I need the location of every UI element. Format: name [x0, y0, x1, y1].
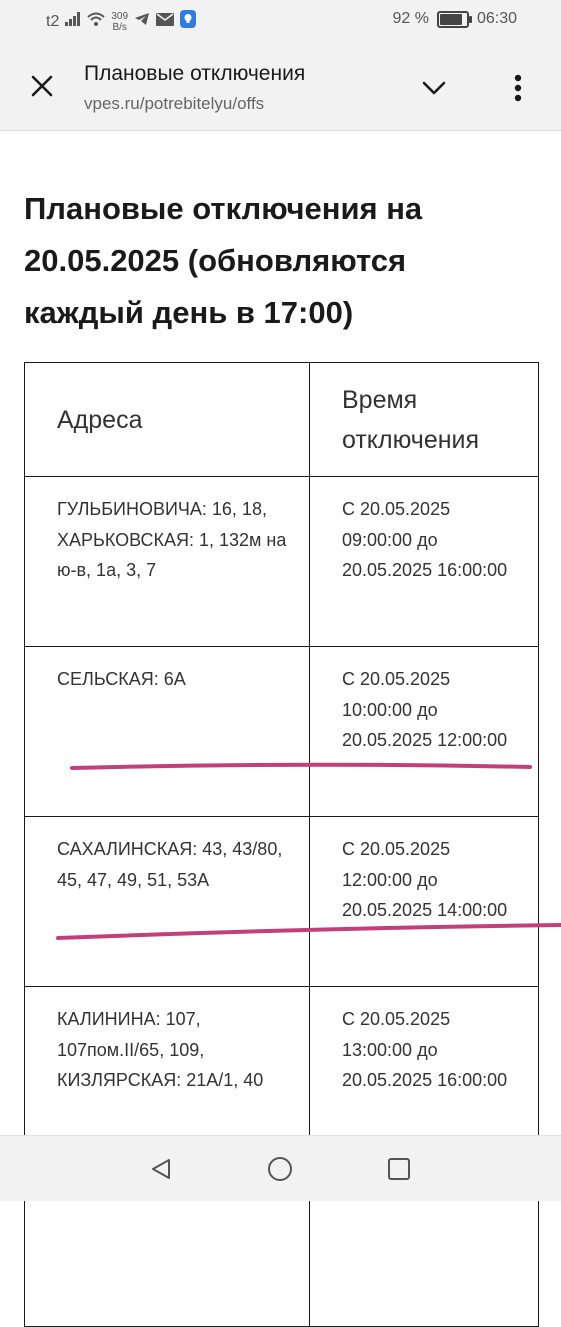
recents-icon: [387, 1157, 411, 1181]
back-button[interactable]: [146, 1154, 176, 1184]
table-row: [25, 477, 539, 647]
status-left: [46, 10, 196, 33]
table-header-row: [25, 363, 539, 477]
web-content[interactable]: [0, 131, 561, 1135]
table-row: [25, 647, 539, 817]
back-icon: [149, 1157, 173, 1181]
page-heading: Плановые отключения на 20.05.2025 (обновляются каждый день в 17:00): [24, 191, 423, 330]
browser-toolbar: [0, 44, 561, 131]
carrier-label: t2: [46, 12, 60, 30]
clock: 06:30: [476, 10, 517, 27]
address-cell: САХАЛИНСКАЯ: 43, 43/80, 45, 47, 49, 51, 53А: [25, 817, 310, 987]
time-cell: С 20.05.2025 13:00:00 до 20.05.2025 16:00:00: [310, 987, 539, 1157]
telegram-icon: [134, 12, 150, 31]
time-cell: С 20.05.2025 09:00:00 до 20.05.2025 16:00:00: [310, 477, 539, 647]
home-button[interactable]: [265, 1154, 295, 1184]
address-cell: СЕЛЬСКАЯ: 6А: [25, 647, 310, 817]
close-icon: [31, 75, 53, 97]
signal-icon: [65, 12, 81, 31]
home-icon: [267, 1156, 293, 1182]
close-button[interactable]: [22, 66, 62, 106]
wifi-icon: [87, 12, 105, 31]
recents-button[interactable]: [384, 1154, 414, 1184]
expand-button[interactable]: [414, 68, 454, 108]
navigation-bar: [0, 1135, 561, 1201]
battery-level-fill: [440, 14, 462, 25]
status-bar: [0, 0, 561, 44]
header-address: Адреса: [25, 363, 310, 477]
mail-icon: [156, 13, 174, 31]
toolbar-url[interactable]: vpes.ru/potrebitelyu/offs: [84, 94, 265, 113]
more-vert-icon: [514, 74, 522, 102]
more-options-button[interactable]: [500, 68, 536, 108]
battery-icon: [437, 11, 469, 28]
status-right: [392, 10, 517, 28]
address-cell: ГУЛЬБИНОВИЧА: 16, 18, ХАРЬКОВСКАЯ: 1, 132м на ю-в, 1а, 3, 7: [25, 477, 310, 647]
speed-value: 309: [111, 10, 129, 22]
toolbar-title: Плановые отключения: [84, 62, 306, 85]
time-cell: С 20.05.2025 10:00:00 до 20.05.2025 12:00:00: [310, 647, 539, 817]
table-row: [25, 987, 539, 1157]
time-cell: С 20.05.2025 12:00:00 до 20.05.2025 14:00:00: [310, 817, 539, 987]
header-time: Время отключения: [310, 363, 539, 477]
network-speed: [111, 11, 128, 33]
notification-icon: [180, 10, 196, 33]
speed-unit: B/s: [112, 21, 127, 33]
address-cell: КАЛИНИНА: 107, 107пом.II/65, 109, КИЗЛЯРСКАЯ: 21А/1, 40: [25, 987, 310, 1157]
battery-percent: 92 %: [392, 10, 429, 27]
chevron-down-icon: [422, 81, 446, 95]
table-row: [25, 817, 539, 987]
